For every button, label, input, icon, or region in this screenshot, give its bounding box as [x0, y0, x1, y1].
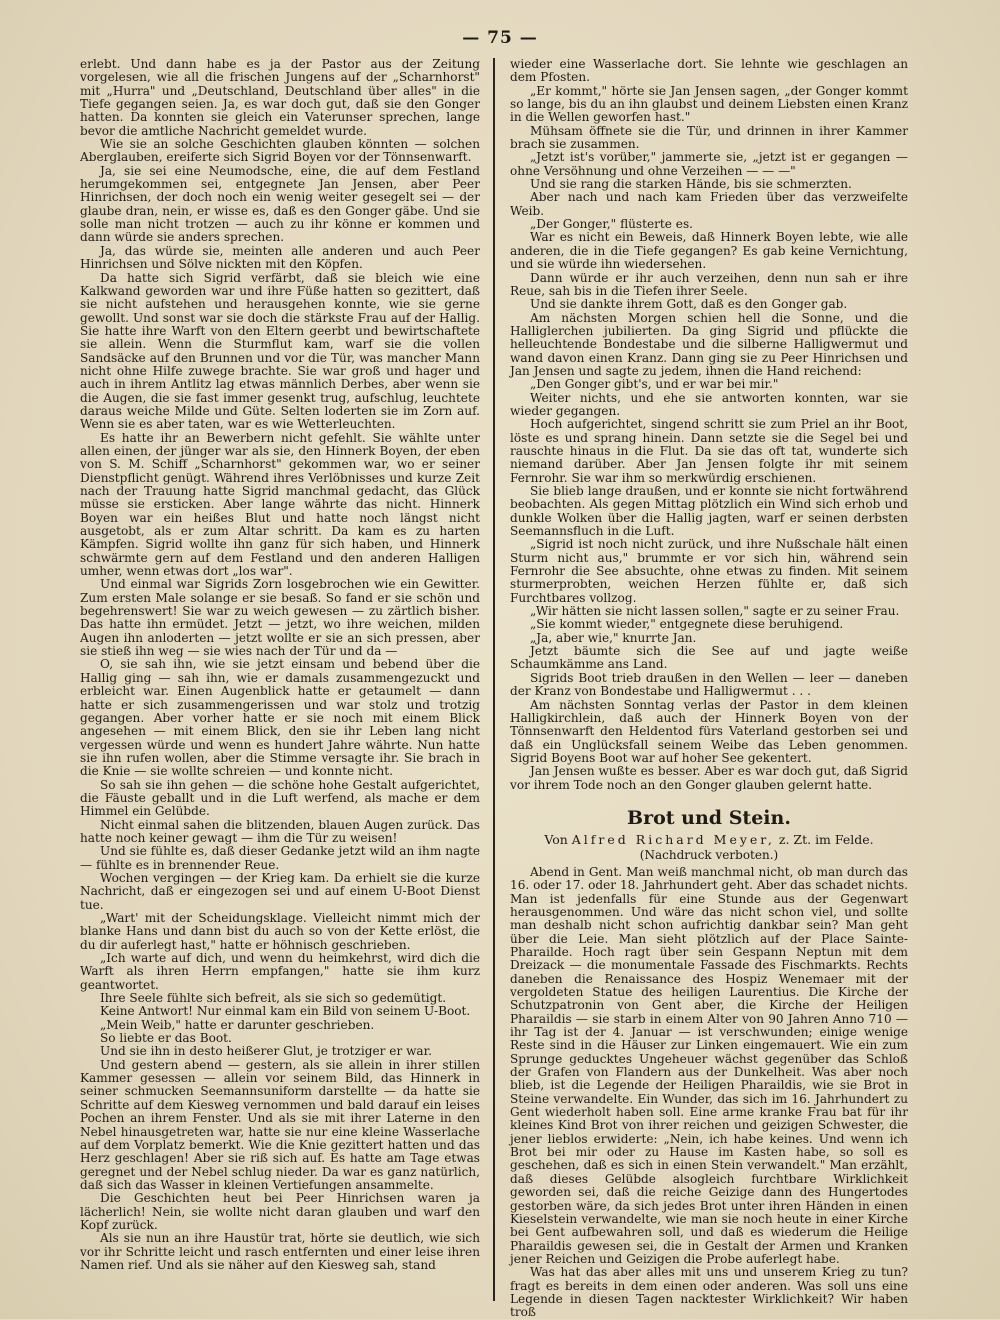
paragraph: War es nicht ein Beweis, daß Hinnerk Boyen lebte, wie alle anderen, die in die Tiefe gegangen? Es gab keine Vernichtung, und sie würde ihn wiedersehen. [510, 230, 908, 272]
paragraph: Abend in Gent. Man weiß manchmal nicht, ob man durch das 16. oder 17. oder 18. Jahrhundert geht. Aber das schadet nichts. Man ist jedenfalls für eine Stunde aus der Gegenwart herausgenommen. Und wäre das nicht schon viel, und sollte man deshalb nicht schon aufrichtig dankbar sein? Man geht über die Leie. Man sieht plötzlich auf der Place Sainte-Pharailde. Hoch ragt über sein Gespann Neptun mit dem Dreizack — die monumentale Fassade des Fischmarkts. Rechts daneben die Renaissance des Hospiz Wenemaer mit der vergoldeten Statue des heiligen Laurentius. Die Kirche der Schutzpatronin von Gent aber, die Kirche der Heiligen Pharaildis — sie starb in einem Alter von 90 Jahren Anno 710 — ihr Tag ist der 4. Januar — ist verschwunden; einige wenige Reste sind in die Häuser zur Linken eingemauert. Wie ein zum Sprunge geducktes Ungeheuer wächst gegenüber das Schloß der Grafen von Flandern aus der Dunkelheit. Was aber noch blieb, ist die Legende der Heiligen Pharaildis, wie sie Brot in Steine verwandelte. Ein Wunder, das sich im 16. Jahrhundert zu Gent wiederholt haben soll. Eine arme kranke Frau bat für ihr kleines Kind Brot von ihrer reichen und geizigen Schwester, die jener lieblos erwiderte: „Nein, ich habe keines. Und wenn ich Brot bei mir oder zu Hause im Kasten habe, so soll es geschehen, daß es sich in einen Stein verwandelt." Man erzählt, daß dieses Gelübde alsogleich furchtbare Wirklichkeit geworden sei, daß die reiche Geizige dann des Hungertodes gestorben wäre, da sich jedes Brot unter ihren Händen in einen Kieselstein verwandelte, wie man sie noch heute in einer Kirche bei Gent aufbewahren soll, und daß es wiederum die Heilige Pharaildis gewesen sei, die in Gestalt der Armen und Kranken jener Reichen und Geizigen die Probe auferlegt habe. [510, 864, 908, 1266]
page-number: — 75 — [462, 28, 538, 48]
paragraph: „Jetzt ist's vorüber," jammerte sie, „jetzt ist er gegangen — ohne Versöhnung und ohne Verzeihen — — —" [510, 150, 908, 178]
paragraph: Ihre Seele fühlte sich befreit, als sie sich so gedemütigt. [100, 991, 447, 1006]
paragraph: Wie sie an solche Geschichten glauben könnten — solchen Aberglauben, ereiferte sich Sigrid Boyen vor der Tönnsenwarft. [80, 137, 480, 165]
paragraph: Nicht einmal sahen die blitzenden, blauen Augen zurück. Das hatte noch keiner gewagt — ihm die Tür zu weisen! [80, 817, 480, 845]
paragraph: Hoch aufgerichtet, singend schritt sie zum Priel an ihr Boot, löste es und sprang hinein. Dann setzte sie die Segel bei und rauschte hinaus in die Flut. Da sie das oft tat, wunderte sich niemand darüber. Aber Jan Jensen folgte ihr mit seinem Fernrohr. Sie war ihm so merkwürdig erschienen. [510, 417, 908, 485]
paragraph: Da hatte sich Sigrid verfärbt, daß sie bleich wie eine Kalkwand geworden war und ihre Füße hatten so gezittert, daß sie nicht aufstehen und herausgehen konnte, wie sie gerne gewollt. Und sonst war sie doch die stärkste Frau auf der Hallig. Sie hatte ihre Warft von den Eltern geerbt und bewirtschaftete sie allein. Wenn die Sturmflut kam, warf sie die vollen Sandsäcke auf den Brunnen und vor die Tür, was mancher Mann nicht ohne Hilfe zuwege brachte. Sie war groß und hager und auch in ihrem Antlitz lag etwas männlich Derbes, aber wenn sie die Augen, die sie fast immer gesenkt trug, aufschlug, leuchtete daraus weiche Milde und Güte. Selten loderten sie im Zorn auf. Wenn sie es aber taten, war es wie Wetterleuchten. [80, 270, 480, 432]
paragraph: erlebt. Und dann habe es ja der Pastor aus der Zeitung vorgelesen, wie all die frischen Jungens auf der „Scharnhorst" mit „Hurra" und „Deutschland, Deutschland über alles" in die Tiefe gegangen seien. Ja, es war doch gut, daß sie den Gonger hatten. Da konnten sie gleich ein Vaterunser sprechen, lange bevor die amtliche Nachricht gemeldet wurde. [80, 57, 480, 138]
paragraph: Die Geschichten heut bei Peer Hinrichsen waren ja lächerlich! Nein, sie wollte nicht daran glauben und warf den Kopf zurück. [80, 1191, 480, 1232]
paragraph: „Wir hätten sie nicht lassen sollen," sagte er zu seiner Frau. [530, 604, 900, 619]
article-title: Brot und Stein. [627, 806, 791, 829]
reprint-notice: (Nachdruck verboten.) [639, 847, 779, 862]
paragraph: „Sigrid ist noch nicht zurück, und ihre Nußschale hält einen Sturm nicht aus," brummte er vor sich hin, während sein Fernrohr die See absuchte, ohne etwas zu finden. Mit seinem sturmerprobten, weichen Herzen fühlte er, daß sich Furchtbares vollzog. [510, 537, 908, 605]
paragraph: Sie blieb lange draußen, und er konnte sie nicht fortwährend beobachten. Als gegen Mittag plötzlich ein Wind sich erhob und dunkle Wolken über die Hallig jagten, warf er seinen derbsten Seemannsfluch in die Luft. [510, 484, 908, 539]
paragraph: Am nächsten Morgen schien hell die Sonne, und die Halliglerchen jubilierten. Da ging Sigrid und pflückte die helleuchtende Bondestabe und die silberne Halligwermut und wand davon einen Kranz. Dann ging sie zu Peer Hinrichsen und Jan Jensen und sagte zu jedem, ihnen die Hand reichend: [510, 310, 908, 378]
paragraph: Wochen vergingen — der Krieg kam. Da erhielt sie die kurze Nachricht, daß er eingezogen sei und auf einem U-Boot Dienst tue. [80, 870, 480, 912]
paragraph: wieder eine Wasserlache dort. Sie lehnte wie geschlagen an dem Pfosten. [510, 57, 908, 85]
paragraph: Sigrids Boot trieb draußen in den Wellen — leer — daneben der Kranz von Bondestabe und Halligwermut . . . [510, 670, 908, 699]
left-column [80, 58, 480, 1301]
paragraph: So sah sie ihn gehen — die schöne hohe Gestalt aufgerichtet, die Fäuste geballt und in die Luft werfend, als mache er dem Himmel ein Gelübde. [80, 777, 480, 819]
paragraph: Als sie nun an ihre Haustür trat, hörte sie deutlich, wie sich vor ihr Schritte leicht und rasch entfernten und einer leise ihren Namen rief. Und als sie näher auf den Kiesweg sah, stand [80, 1231, 480, 1272]
paragraph: Aber nach und nach kam Frieden über das verzweifelte Weib. [510, 190, 908, 218]
paragraph: „Sie kommt wieder," entgegnete diese beruhigend. [530, 617, 844, 632]
paragraph: „Der Gonger," flüsterte es. [530, 217, 694, 232]
paragraph: Und sie ihn in desto heißerer Glut, je trotziger er war. [100, 1044, 432, 1059]
paragraph: „Wart' mit der Scheidungsklage. Vielleicht nimmt mich der blanke Hans und dann bist du auch so von der Kette erlöst, die du dir auferlegt hast," hatte er höhnisch geschrieben. [80, 911, 480, 952]
paragraph: „Ich warte auf dich, und wenn du heimkehrst, wird dich die Warft als ihren Herrn empfangen," hatte sie ihm kurz geantwortet. [80, 951, 480, 992]
paragraph: Keine Antwort! Nur einmal kam ein Bild von seinem U-Boot. [100, 1004, 471, 1019]
paragraph: Mühsam öffnete sie die Tür, und drinnen in ihrer Kammer brach sie zusammen. [510, 123, 908, 152]
paragraph: Und einmal war Sigrids Zorn losgebrochen wie ein Gewitter. Zum ersten Male solange er sie besaß. So fand er sie schön und begehrenswert! Sie war zu weich gewesen — zu zärtlich bisher. Das hatte ihn ermüdet. Jetzt — jetzt, wo ihre weichen, milden Augen ihn anloderten — jetzt wollte er sie an sich pressen, aber sie stieß ihn weg — sie wies nach der Tür und da — [80, 577, 480, 659]
article-byline [510, 832, 908, 848]
paragraph: Und sie fühlte es, daß dieser Gedanke jetzt wild an ihm nagte — fühlte es in brennender Reue. [80, 844, 480, 872]
paragraph: Was hat das aber alles mit uns und unserem Krieg zu tun? fragt es bereits in dem einen oder anderen. Was soll uns eine Legende in diesen Tagen nacktester Wirklichkeit? Wir haben troß [510, 1265, 908, 1320]
paragraph: Jetzt bäumte sich die See auf und jagte weiße Schaumkämme ans Land. [510, 644, 908, 672]
right-column [510, 57, 908, 1320]
byline-prefix: Von [544, 831, 568, 847]
paragraph: Und gestern abend — gestern, als sie allein in ihrer stillen Kammer gesessen — allein vor seinem Bild, das Hinnerk in seiner schmucken Seemannsuniform darstellte — da hatte sie Schritte auf dem Kiesweg vernommen und bald darauf ein leises Pochen an ihrem Fenster. Und als sie mit ihrer Laterne in den Nebel hinausgetreten war, hatte sie nur eine kleine Wasserlache auf dem Vorplatz bemerkt. Wie die Knie gezittert hatten und das Herz geschlagen! Aber sie riß sich auf. Es hatte am Tage etwas geregnet und der Nebel schlug nieder. Da war es ganz natürlich, daß sich das Wasser in kleinen Vertiefungen ansammelte. [80, 1057, 480, 1192]
paragraph: Es hatte ihr an Bewerbern nicht gefehlt. Sie wählte unter allen einen, der jünger war als sie, den Hinnerk Boyen, der eben von S. M. Schiff „Scharnhorst" gekommen war, wo er seiner Dienstpflicht genügt. Während ihres Verlöbnisses und kurze Zeit nach der Trauung hatte Sigrid manchmal gedacht, das Glück müsse sie ersticken. Aber lange währte das nicht. Hinnerk Boyen war ein heißes Blut und hatte noch längst nicht ausgetobt, als er zum Altar schritt. Da kam es zu harten Kämpfen. Sigrid wollte ihn ganz für sich haben, und Hinnerk schwärmte gern auf dem Festland und den anderen Halligen umher, wenn etwas dort „los war". [80, 430, 480, 579]
byline-author: Alfred Richard Meyer, [571, 831, 775, 847]
paragraph: Und sie dankte ihrem Gott, daß es den Gonger gab. [530, 297, 848, 312]
paragraph: „Mein Weib," hatte er darunter geschrieben. [100, 1017, 375, 1032]
paragraph: Und sie rang die starken Hände, bis sie schmerzten. [530, 177, 852, 192]
article-body [510, 866, 908, 1320]
paragraph: Ja, das würde sie, meinten alle anderen und auch Peer Hinrichsen und Sölve nickten mit den Köpfen. [80, 243, 480, 272]
paragraph: Am nächsten Sonntag verlas der Pastor in dem kleinen Halligkirchlein, daß auch der Hinnerk Boyen von der Tönnsenwarft den Heldentod fürs Vaterland gestorben sei und daß ein Unglücksfall seinem Weibe das Leben genommen. Sigrid Boyens Boot war auf hoher See gekentert. [510, 697, 908, 765]
paragraph: Dann würde er ihr auch verzeihen, denn nun sah er ihre Reue, sah bis in die Tiefen ihrer Seele. [510, 270, 908, 298]
paragraph: „Den Gonger gibt's, und er war bei mir." [530, 377, 779, 392]
paragraph: Ja, sie sei eine Neumodsche, eine, die auf dem Festland herumgekommen sei, entgegnete Jan Jensen, aber Peer Hinrichsen, der doch noch ein wenig weiter gesegelt sei — der glaube dran, nein, er wisse es, daß es den Gonger gäbe. Und sie solle man nicht trotzen — auch zu ihr könne er kommen und dann würde sie anders sprechen. [80, 163, 480, 245]
column-divider [493, 58, 495, 1301]
paragraph: O, sie sah ihn, wie sie jetzt einsam und bebend über die Hallig ging — sah ihn, wie er damals zusammengezuckt und erbleicht war. Einen Augenblick hatte er getaumelt — dann hatte er sich zusammengerissen und war stolz und trotzig gegangen. Aber vorher hatte er sie noch mit einem Blick angesehen — mit einem Blick, den sie ihr Leben lang nicht vergessen würde und wenn es hundert Jahre währte. Nun hatte sie ihn rufen wollen, aber die Stimme versagte ihr. Sie brach in die Knie — sie wollte schreien — und konnte nicht. [80, 657, 480, 779]
paragraph: So liebte er das Boot. [100, 1031, 232, 1046]
paragraph: „Ja, aber wie," knurrte Jan. [530, 630, 697, 645]
story-continuation [510, 58, 908, 792]
byline-suffix: z. Zt. im Felde. [778, 831, 874, 847]
paragraph: Weiter nichts, und ehe sie antworten konnten, war sie wieder gegangen. [510, 390, 908, 418]
paragraph: „Er kommt," hörte sie Jan Jensen sagen, „der Gonger kommt so lange, bis du an ihn glaubst und deinem Liebsten einen Kranz in die Wellen geworfen hast." [510, 83, 908, 125]
paragraph: Jan Jensen wußte es besser. Aber es war doch gut, daß Sigrid vor ihrem Tode noch an den Gonger glauben gelernt hatte. [510, 764, 908, 792]
